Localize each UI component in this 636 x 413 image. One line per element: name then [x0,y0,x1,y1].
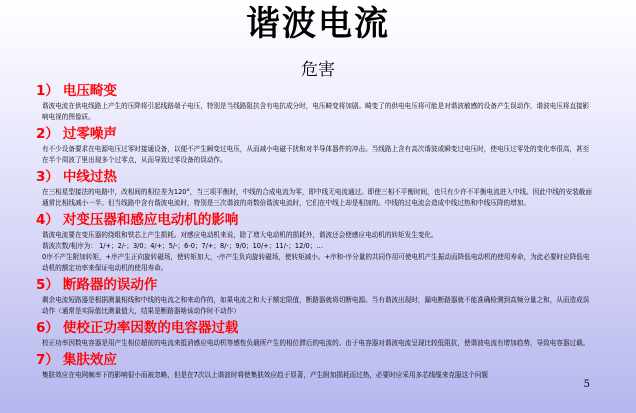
section-breaker-misoperation [36,276,592,317]
section-heading [36,125,592,144]
section-heading [36,276,592,295]
section-body [42,230,592,274]
section-transformer-motor-impact [36,211,592,274]
section-number: 3） [36,169,59,185]
section-heading [36,351,592,370]
page-number: 5 [583,379,590,390]
section-heading-text: 对变压器和感应电动机的影响 [62,212,239,228]
section-heading-text: 使校正功率因数的电容器过载 [62,320,239,336]
section-heading [36,168,592,187]
body-line: 谐波电流要在变压器的绕组和铁芯上产生损耗。对感应电动机来说，除了增大电动机的损耗外，谐波还会使感应电动机的转矩发生变化。 [42,231,438,239]
section-skin-effect [36,351,592,381]
section-number: 1） [36,83,59,99]
section-body: 校正功率因数电容器是用产生相位超前的电流来抵消感应电动机等感性负载所产生的相位滞后的电流的。由于电容器对谐波电流呈现比较低阻抗，使谐波电流有增加趋势，导致电容器过载。 [42,339,590,347]
section-body: 在三相星型接法的电路中，改相间的相位差为120°，当三项平衡时，中线的合成电流为零，即中线无电流通过。即使三相不平衡时间，也只有少许不平衡电流进入中线。因此中线的安装截面通常比相线减小一半。但当线路中含有谐波电流时，特别是三次谐波的奇数倍谐波电流时，它们在中线上却是相加的。中线的过电流会造成中线过热和中线压降的增加。 [42,188,592,207]
section-heading-text: 过零噪声 [62,126,117,142]
section-body: 集肤效应在电网频率下的影响很小而被忽略，但是在7次以上谐波时将使集肤效应趋于显著，产生附加损耗而过热，必要时应采用多芯线缆来克服这个问题 [42,371,488,379]
section-number: 4） [36,212,59,228]
section-number: 2） [36,126,59,142]
section-number: 7） [36,352,59,368]
section-voltage-distortion [36,82,592,123]
section-body: 谐波电流在供电线路上产生的压降将引起线路端子电压，特别是当线路阻抗含有电抗成分时，电压畸变将加剧。畸变了的供电电压将可能是对谐波敏感的设备产生误动作，谐波电压将直接影响电视的图像质。 [42,102,590,121]
section-heading [36,211,592,230]
section-heading [36,82,592,101]
section-heading [36,319,592,338]
section-heading-text: 断路器的误动作 [62,277,158,293]
page-title: 谐波电流 [246,4,390,44]
section-body: 剩余电流短路器是根据测量相线和中线的电流之和来动作的，如果电流之和大于额定限值，断路器就将切断电源。当有谐波出现时，漏电断路器就不能准确检测到高频分量之和，从而造成误动作（通常是实际值比测量值大，结果是断路器啥该动作时不动作） [42,296,590,315]
body-line: 0序不产生附加转矩，+序产生正向旋转磁场，使转矩加大，-序产生负向旋转磁场，使转矩减小。+序和-序分量的共同作用可使电机产生振动而降低电动机的使用寿命，为此必要时应降低电动机的额定功率来保证电动机的使用寿命。 [42,253,590,272]
section-heading-text: 电压畸变 [62,83,117,99]
section-neutral-overheating [36,168,592,209]
hazard-list [36,82,592,383]
body-line: 谐波次数/相序为： 1/+；2/-；3/0；4/+；5/-；6-0；7/+；8/-；9/0；10/+；11/-；12/0；… [42,242,323,250]
section-capacitor-overload [36,319,592,349]
section-number: 5） [36,277,59,293]
page-subtitle: 危害 [301,60,335,80]
section-heading-text: 集肤效应 [62,352,117,368]
section-heading-text: 中线过热 [62,169,117,185]
section-body: 有不少设备要求在电源电压过零时接通设备，以便不产生瞬变过电压，从而减小电磁干扰和对半导体器件的冲击。当线路上含有高次谐波或瞬变过电压时，使电压过零处的变化率很高，甚至在半个周波了里出现多个过零点，从而导致过零设备的误动作。 [42,145,590,164]
section-number: 6） [36,320,59,336]
section-zero-crossing-noise [36,125,592,166]
